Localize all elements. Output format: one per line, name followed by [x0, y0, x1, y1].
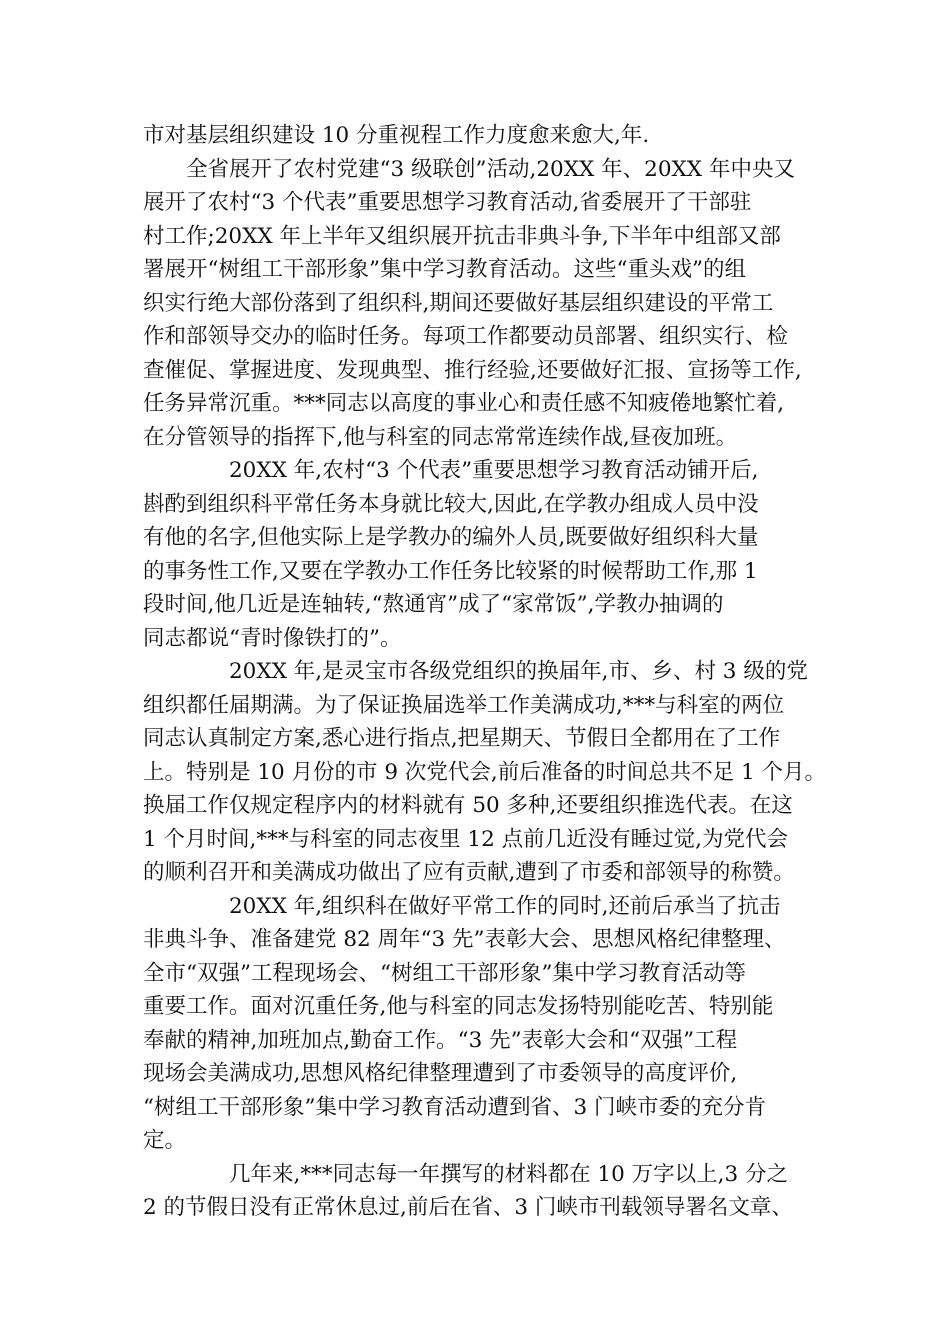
text-line: 定。 — [143, 1128, 187, 1153]
text-line: 全省展开了农村党建“3 级联创”活动,20XX 年、20XX 年中央又 — [143, 156, 795, 182]
text-line: 市对基层组织建设 10 分重视程工作力度愈来愈大,年. — [143, 123, 650, 148]
text-line: 斟酌到组织科平常任务本身就比较大,因此,在学教办组成人员中没 — [143, 491, 759, 517]
text-line: 全市“双强”工程现场会、“树组工干部形象”集中学习教育活动等 — [143, 960, 746, 986]
body-text — [143, 119, 827, 1225]
text-line: 2 的节假日没有正常休息过,前后在省、3 门峡市刊载领导署名文章、 — [143, 1195, 793, 1220]
text-line: 在分管领导的指挥下,他与科室的同志常常连续作战,昼夜加班。 — [143, 424, 738, 450]
text-line: 非典斗争、准备建党 82 周年“3 先”表彰大会、思想风格纪律整理、 — [143, 927, 786, 952]
text-line: 组织都任届期满。为了保证换届选举工作美满成功,***与科室的两位 — [143, 692, 785, 718]
text-line: 展开了农村“3 个代表”重要思想学习教育活动,省委展开了干部驻 — [143, 190, 752, 215]
text-line: 查催促、掌握进度、发现典型、推行经验,还要做好汇报、宣扬等工作, — [143, 357, 802, 383]
text-line: 20XX 年,农村“3 个代表”重要思想学习教育活动铺开后, — [143, 458, 759, 483]
text-line: 重要工作。面对沉重任务,他与科室的同志发扬特别能吃苦、特别能 — [143, 994, 774, 1019]
text-line: 20XX 年,是灵宝市各级党组织的换届年,市、乡、村 3 级的党 — [143, 659, 808, 684]
text-line: 任务异常沉重。***同志以高度的事业心和责任感不知疲倦地繁忙着, — [143, 391, 785, 416]
text-line: 奉献的精神,加班加点,勤奋工作。“3 先”表彰大会和“双强”工程 — [143, 1027, 738, 1053]
text-line: 同志认真制定方案,悉心进行指点,把星期天、节假日全都用在了工作 — [143, 726, 781, 751]
text-line: 的事务性工作,又要在学教办工作任务比较紧的时候帮助工作,那 1 — [143, 558, 758, 584]
text-line: “树组工干部形象”集中学习教育活动遭到省、3 门峡市委的充分肯 — [143, 1094, 766, 1120]
text-line: 现场会美满成功,思想风格纪律整理遭到了市委领导的高度评价, — [143, 1061, 738, 1086]
text-line: 1 个月时间,***与科室的同志夜里 12 点前几近没有睡过觉,为党代会 — [143, 826, 788, 852]
text-line: 作和部领导交办的临时任务。每项工作都要动员部署、组织实行、检 — [143, 324, 789, 349]
text-line: 上。特别是 10 月份的市 9 次党代会,前后准备的时间总共不足 1 个月。 — [143, 759, 827, 785]
text-line: 同志都说“青时像铁打的”。 — [143, 625, 402, 651]
text-line: 段时间,他几近是连轴转,“熬通宵”成了“家常饭”,学教办抽调的 — [143, 592, 724, 617]
text-line: 织实行绝大部份落到了组织科,期间还要做好基层组织建设的平常工 — [143, 290, 774, 316]
text-line: 署展开“树组工干部形象”集中学习教育活动。这些“重头戏”的组 — [143, 257, 746, 282]
text-line: 村工作;20XX 年上半年又组织展开抗击非典斗争,下半年中组部又部 — [143, 223, 781, 249]
text-line: 几年来,***同志每一年撰写的材料都在 10 万字以上,3 分之 — [143, 1161, 788, 1187]
text-line: 20XX 年,组织科在做好平常工作的同时,还前后承当了抗击 — [143, 893, 781, 919]
text-line: 换届工作仅规定程序内的材料就有 50 多种,还要组织推选代表。在这 — [143, 793, 793, 818]
text-line: 有他的名字,但他实际上是学教办的编外人员,既要做好组织科大量 — [143, 525, 759, 550]
text-line: 的顺利召开和美满成功做出了应有贡献,遭到了市委和部领导的称赞。 — [143, 860, 795, 885]
